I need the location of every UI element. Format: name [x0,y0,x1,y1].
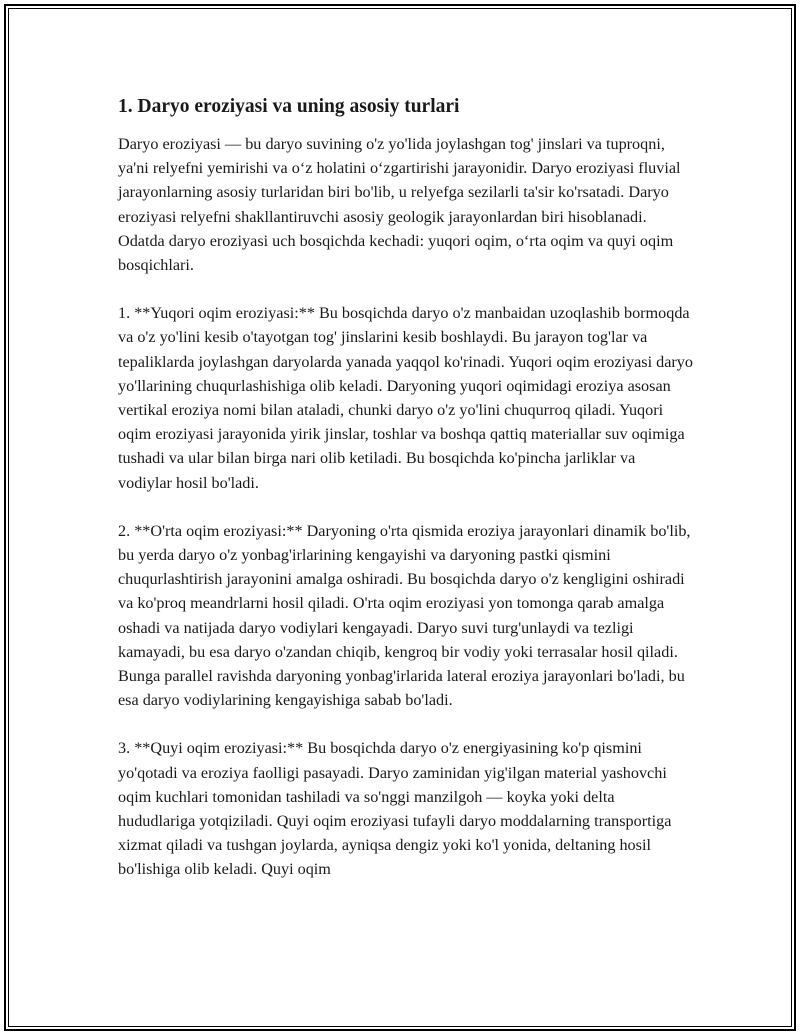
section-heading: 1. Daryo eroziyasi va uning asosiy turlari [118,96,460,117]
middle-course-paragraph: 2. **O'rta oqim eroziyasi:** Daryoning o'rta qismida eroziya jarayonlari dinamik bo'lib, bu yerda daryo o'z yonbag'irlarining kengayishi va daryoning pastki qismini chuqurlashtirish jarayonini amalga oshiradi. Bu bosqichda daryo o'z kengligini oshiradi va ko'proq meandrlarni hosil qiladi. O'rta oqim eroziyasi yon tomonga qarab amalga oshadi va natijada daryo vodiylari kengayadi. Daryo suvi turg'unlaydi va tezligi kamayadi, bu esa daryo o'zandan chiqib, kengroq bir vodiy yoki terrasalar hosil qiladi. Bunga parallel ravishda daryoning yonbag'irlarida lateral eroziya jarayonlari bo'ladi, bu esa daryo vodiylarining kengayishiga sabab bo'ladi. [118,521,691,710]
intro-paragraph: Daryo eroziyasi — bu daryo suvining o'z yo'lida joylashgan tog' jinslari va tuproqni, ya'ni relyefni yemirishi va o‘z holatini o‘zgartirishi jarayonidir. Daryo eroziyasi fluvial jarayonlarning asosiy turlaridan biri bo'lib, u relyefga sezilarli ta'sir ko'rsatadi. Daryo eroziyasi relyefni shakllantiruvchi asosiy geologik jarayonlardan biri hisoblanadi. Odatda daryo eroziyasi uch bosqichda kechadi: yuqori oqim, o‘rta oqim va quyi oqim bosqichlari. [118,135,681,275]
upper-course-paragraph: 1. **Yuqori oqim eroziyasi:** Bu bosqichda daryo o'z manbaidan uzoqlashib bormoqda va o'z yo'lini kesib o'tayotgan tog' jinslarini kesib boshlaydi. Bu jarayon tog'lar va tepaliklarda joylashgan daryolarda yanada yaqqol ko'rinadi. Yuqori oqim eroziyasi daryo yo'llarining chuqurlashishiga olib keladi. Daryoning yuqori oqimidagi eroziya asosan vertikal eroziya nomi bilan ataladi, chunki daryo o'z yo'lini chuqurroq qiladi. Yuqori oqim eroziyasi jarayonida yirik jinslar, toshlar va boshqa qattiq materiallar suv oqimiga tushadi va ular bilan birga nari olib ketiladi. Bu bosqichda ko'pincha jarliklar va vodiylar hosil bo'ladi. [118,304,693,492]
lower-course-paragraph: 3. **Quyi oqim eroziyasi:** Bu bosqichda daryo o'z energiyasining ko'p qismini yo'qotadi va eroziya faolligi pasayadi. Daryo zaminidan yig'ilgan material yashovchi oqim kuchlari tomonidan tashiladi va so'nggi manzilgoh — koyka yoki delta hududlariga yotqiziladi. Quyi oqim eroziyasi tufayli daryo moddalarning transportiga xizmat qiladi va tushgan joylarda, ayniqsa dengiz yoki ko'l yonida, deltaning hosil bo'lishiga olib keladi. Quyi oqim [118,739,672,879]
document-body [118,94,693,906]
